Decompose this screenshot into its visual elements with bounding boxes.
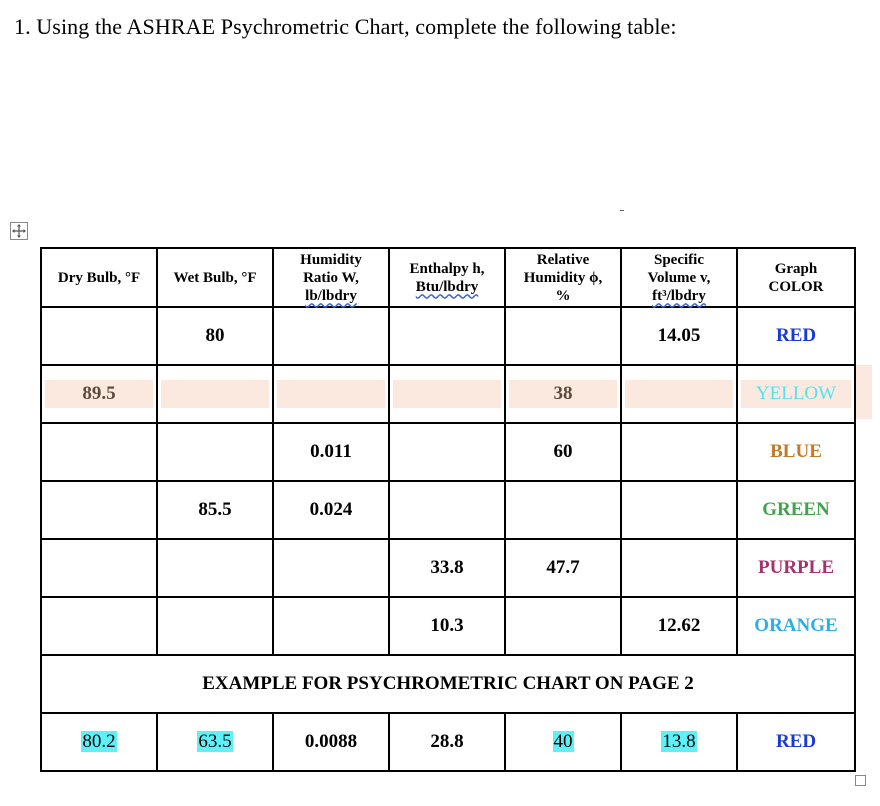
cell-specific-volume[interactable] [621, 365, 737, 423]
table-row [41, 423, 855, 481]
highlighted-value: 80.2 [82, 731, 116, 752]
example-humidity-ratio: 0.0088 [273, 713, 389, 771]
highlighted-value: 40 [553, 731, 573, 752]
table-row [41, 481, 855, 539]
cell-graph-color[interactable]: PURPLE [737, 539, 855, 597]
cell-graph-color[interactable]: BLUE [737, 423, 855, 481]
example-dry-bulb [41, 713, 157, 771]
cell-relative-humidity[interactable] [505, 365, 621, 423]
cell-relative-humidity[interactable] [505, 597, 621, 655]
cell-dry-bulb[interactable] [41, 539, 157, 597]
cell-graph-color[interactable]: RED [737, 307, 855, 365]
example-row [41, 713, 855, 771]
table-move-icon[interactable] [10, 222, 28, 240]
cell-humidity-ratio[interactable] [273, 539, 389, 597]
cell-enthalpy[interactable]: 10.3 [389, 597, 505, 655]
cell-humidity-ratio[interactable] [273, 307, 389, 365]
cell-dry-bulb[interactable] [41, 423, 157, 481]
cell-wet-bulb[interactable]: 80 [157, 307, 273, 365]
cell-enthalpy[interactable] [389, 365, 505, 423]
header-specific-volume: Specific Volume v, ft³/lbdry [621, 248, 737, 307]
cell-relative-humidity[interactable] [505, 481, 621, 539]
cell-value [277, 380, 385, 408]
example-note-row [41, 655, 855, 713]
header-row [41, 248, 855, 307]
header-humidity-ratio: Humidity Ratio W, lb/lbdry [273, 248, 389, 307]
cell-graph-color[interactable] [737, 365, 855, 423]
cell-relative-humidity[interactable]: 60 [505, 423, 621, 481]
cell-graph-color[interactable]: GREEN [737, 481, 855, 539]
cell-value [161, 380, 269, 408]
cell-enthalpy[interactable] [389, 481, 505, 539]
example-relative-humidity [505, 713, 621, 771]
header-dry-bulb: Dry Bulb, °F [41, 248, 157, 307]
table-row [41, 365, 855, 423]
cell-specific-volume[interactable] [621, 423, 737, 481]
header-graph-color: Graph COLOR [737, 248, 855, 307]
example-enthalpy: 28.8 [389, 713, 505, 771]
example-wet-bulb [157, 713, 273, 771]
cell-dry-bulb[interactable] [41, 481, 157, 539]
cell-wet-bulb[interactable]: 85.5 [157, 481, 273, 539]
cell-wet-bulb[interactable] [157, 423, 273, 481]
highlighted-value: 63.5 [198, 731, 232, 752]
cell-value [625, 380, 733, 408]
example-note: EXAMPLE FOR PSYCHROMETRIC CHART ON PAGE 2 [41, 655, 855, 713]
table-row [41, 539, 855, 597]
cell-dry-bulb[interactable] [41, 307, 157, 365]
stray-mark [620, 210, 624, 211]
example-specific-volume [621, 713, 737, 771]
table-row [41, 597, 855, 655]
cell-value: 38 [509, 380, 617, 408]
cell-relative-humidity[interactable] [505, 307, 621, 365]
header-enthalpy: Enthalpy h, Btu/lbdry [389, 248, 505, 307]
cell-graph-color[interactable]: ORANGE [737, 597, 855, 655]
cell-value: 89.5 [45, 380, 153, 408]
cell-specific-volume[interactable]: 12.62 [621, 597, 737, 655]
cell-specific-volume[interactable] [621, 539, 737, 597]
cell-wet-bulb[interactable] [157, 365, 273, 423]
cell-dry-bulb[interactable] [41, 597, 157, 655]
header-relative-humidity: Relative Humidity ϕ, % [505, 248, 621, 307]
table-row [41, 307, 855, 365]
cell-enthalpy[interactable] [389, 423, 505, 481]
cell-specific-volume[interactable]: 14.05 [621, 307, 737, 365]
cell-specific-volume[interactable] [621, 481, 737, 539]
cell-wet-bulb[interactable] [157, 597, 273, 655]
cell-enthalpy[interactable]: 33.8 [389, 539, 505, 597]
cell-enthalpy[interactable] [389, 307, 505, 365]
cell-humidity-ratio[interactable]: 0.011 [273, 423, 389, 481]
cell-humidity-ratio[interactable] [273, 597, 389, 655]
psychrometric-table [40, 247, 856, 772]
cell-value: YELLOW [741, 380, 851, 408]
cell-dry-bulb[interactable] [41, 365, 157, 423]
cell-humidity-ratio[interactable] [273, 365, 389, 423]
example-graph-color: RED [737, 713, 855, 771]
header-wet-bulb: Wet Bulb, °F [157, 248, 273, 307]
highlighted-value: 13.8 [662, 731, 696, 752]
cell-relative-humidity[interactable]: 47.7 [505, 539, 621, 597]
cell-wet-bulb[interactable] [157, 539, 273, 597]
table-resize-icon[interactable] [855, 775, 866, 786]
cell-humidity-ratio[interactable]: 0.024 [273, 481, 389, 539]
cell-value [393, 380, 501, 408]
question-text: 1. Using the ASHRAE Psychrometric Chart, complete the following table: [14, 14, 677, 39]
